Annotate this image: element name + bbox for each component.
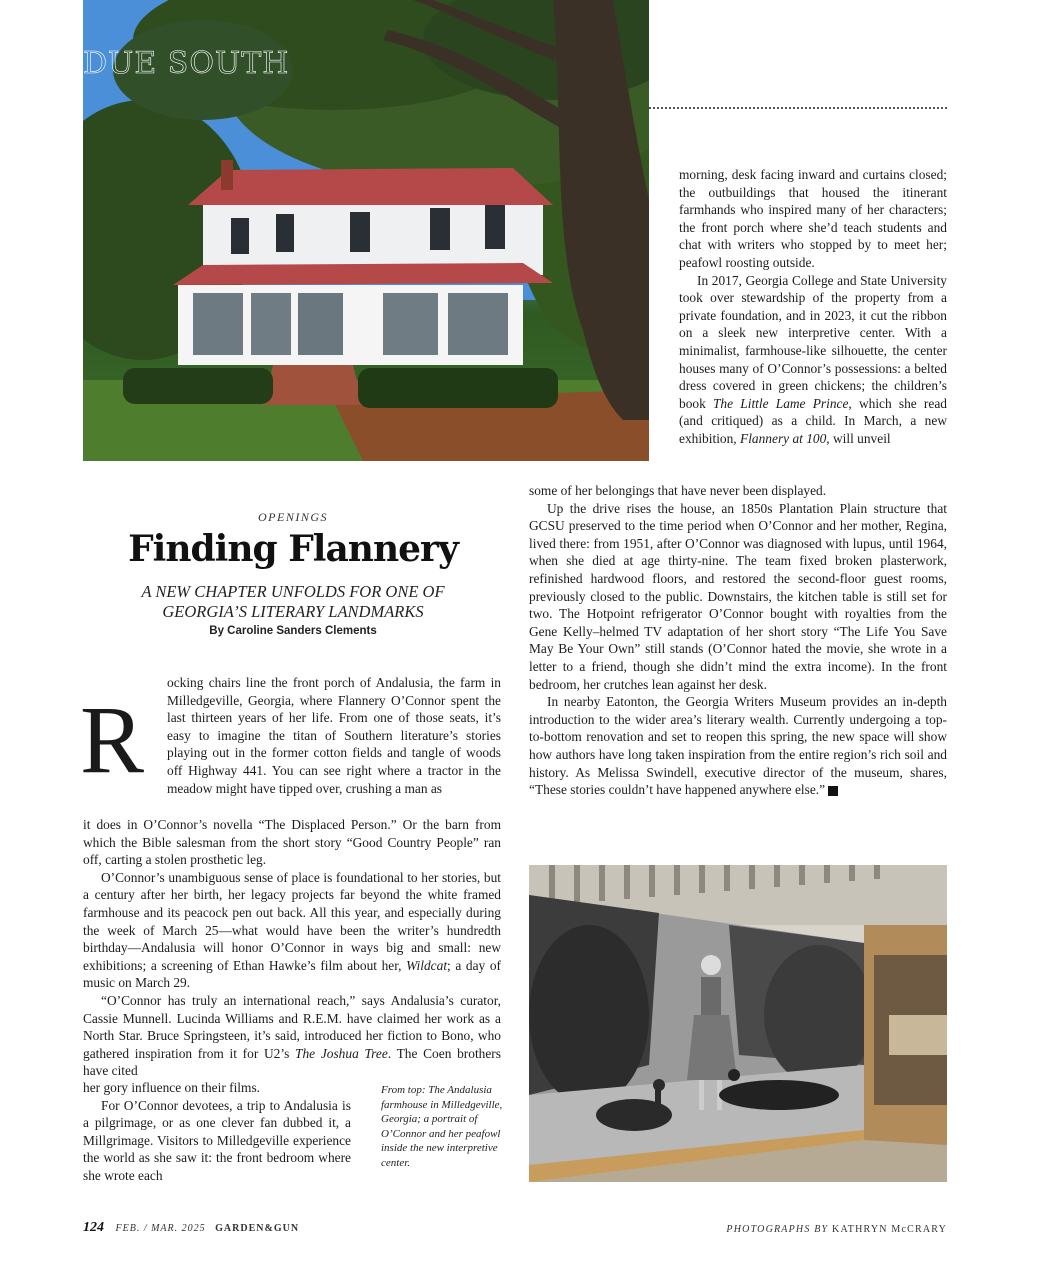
photo-credit-prefix: PHOTOGRAPHS BY bbox=[726, 1224, 829, 1235]
photo-credit bbox=[726, 1224, 947, 1235]
paragraph: her gory influence on their films. bbox=[83, 1080, 261, 1095]
exhibition-title: Flannery at 100 bbox=[740, 430, 827, 446]
paragraph: it does in O’Connor’s novella “The Displaced Person.” Or the barn from which the Bible salesman from the short story “Good Country People” ran off, carting a stolen prosthetic leg. bbox=[83, 817, 501, 868]
paragraph: Up the drive rises the house, an 1850s Plantation Plain structure that GCSU preserved to the time period when O’Connor and her mother, Regina, lived there: from 1951, after O’Connor was diagnosed with lupus, until 1964, when she died at age thirty-nine. The team fixed broken plasterwork, refinished hardwood floors, and restored the second-floor guest rooms, previously closed to the public. Downstairs, the kitchen table is still set for two. The Hotpoint refrigerator O’Connor bought with royalties from the Gene Kelly–helmed TV adaptation of her short story “The Life You Save May Be Your Own” still stands (O’Connor hated the movie, she wrote in a letter to a friend, though she didn’t mind the extra income). In the front bedroom, her crutches lean against her desk. bbox=[529, 500, 947, 692]
photographer-name: KATHRYN McCRARY bbox=[832, 1224, 947, 1235]
paragraph: In nearby Eatonton, the Georgia Writers Museum provides an in-depth introduction to the wider area’s literary wealth. Currently undergoing a top-to-bottom renovation and set to reopen this spring, the new space will show how authors have long taken inspiration from the entire region’s rich soil and history. As Melissa Swindell, executive director of the museum, shares, “These stories couldn’t have happened anywhere else.” G bbox=[529, 694, 947, 798]
article-kicker: OPENINGS bbox=[258, 510, 328, 524]
end-mark-icon: G bbox=[828, 786, 838, 796]
article-column-right-bottom bbox=[529, 482, 947, 799]
article-column-left-top bbox=[167, 674, 501, 797]
section-tag: DUE SOUTH bbox=[83, 46, 290, 81]
article-column-left-bottom bbox=[83, 1079, 351, 1185]
paragraph: For O’Connor devotees, a trip to Andalusia is a pilgrimage, or as one clever fan dubbed it, a Millgrimage. Visitors to Milledgeville experience the world as she saw it: the front bedroom where she wrote each bbox=[83, 1097, 351, 1183]
album-title: The Joshua Tree bbox=[295, 1045, 388, 1061]
article-byline: By Caroline Sanders Clements bbox=[209, 625, 377, 637]
paragraph: ocking chairs line the front porch of Andalusia, the farm in Milledgeville, Georgia, where Flannery O’Connor spent the last thirteen years of her life. From one of those seats, it’s easy to imagine the titan of Southern literature’s stories playing out in the former cotton fields and tangle of woods off Highway 441. You can see right where a tractor in the meadow might have tipped over, crushing a man as bbox=[167, 675, 501, 796]
section-dotted-rule bbox=[649, 107, 947, 109]
paragraph: morning, desk facing inward and curtains closed; the outbuildings that housed the itinerant farmhands who inspired many of her characters; the front porch where she’d teach students and chat with writers who stopped by to meet her; peafowl roosting outside. bbox=[679, 167, 947, 270]
drop-cap: R bbox=[80, 686, 145, 793]
paragraph: In 2017, Georgia College and State University took over stewardship of the property from a private foundation, and in 2023, it cut the ribbon on a sleek new interpretive center. With a minimalist, farmhouse-like silhouette, the center houses many of O’Connor’s possessions: a belted dress covered in green chickens; the children’s book The Little Lame Prince, which she read (and critiqued) as a child. In March, a new exhibition, Flannery at 100, will unveil bbox=[679, 272, 947, 446]
article-column-left-middle bbox=[83, 816, 501, 1080]
issue-date: FEB. / MAR. 2025 bbox=[115, 1223, 206, 1234]
page-number: 124 bbox=[83, 1220, 104, 1235]
photo-caption: From top: The Andalusia farmhouse in Milledgeville, Georgia; a portrait of O’Connor and her peafowl inside the new interpretive center. bbox=[381, 1084, 503, 1169]
article-column-right-top bbox=[679, 166, 947, 448]
book-title: The Little Lame Prince bbox=[712, 395, 849, 411]
paragraph: O’Connor’s unambiguous sense of place is foundational to her stories, but a century after her birth, her legacy projects far beyond the white framed farmhouse and its peacock pen out back. All this year, and especially during the week of March 25—what would have been the writer’s hundredth birthday—Andalusia will honor O’Connor in ways big and small: new exhibitions; a screening of Ethan Hawke’s film about her, Wildcat; a day of music on March 29. bbox=[83, 869, 502, 991]
magazine-name: GARDEN&GUN bbox=[215, 1223, 300, 1234]
interpretive-center-photo bbox=[529, 865, 947, 1182]
film-title: Wildcat bbox=[406, 957, 448, 973]
paragraph: some of her belongings that have never been displayed. bbox=[529, 483, 827, 498]
article-title: Finding Flannery bbox=[128, 528, 458, 570]
paragraph: “O’Connor has truly an international reach,” says Andalusia’s curator, Cassie Munnell. Lucinda Williams and R.E.M. have claimed her work as a North Star. Bruce Springsteen, it’s said, introduced her fiction to Bono, who gathered inspiration from it for U2’s The Joshua Tree. The Coen brothers have cited bbox=[83, 992, 501, 1079]
page-folio bbox=[83, 1220, 299, 1236]
article-dek: A NEW CHAPTER UNFOLDS FOR ONE OF GEORGIA’S LITERARY LANDMARKS bbox=[141, 582, 445, 621]
